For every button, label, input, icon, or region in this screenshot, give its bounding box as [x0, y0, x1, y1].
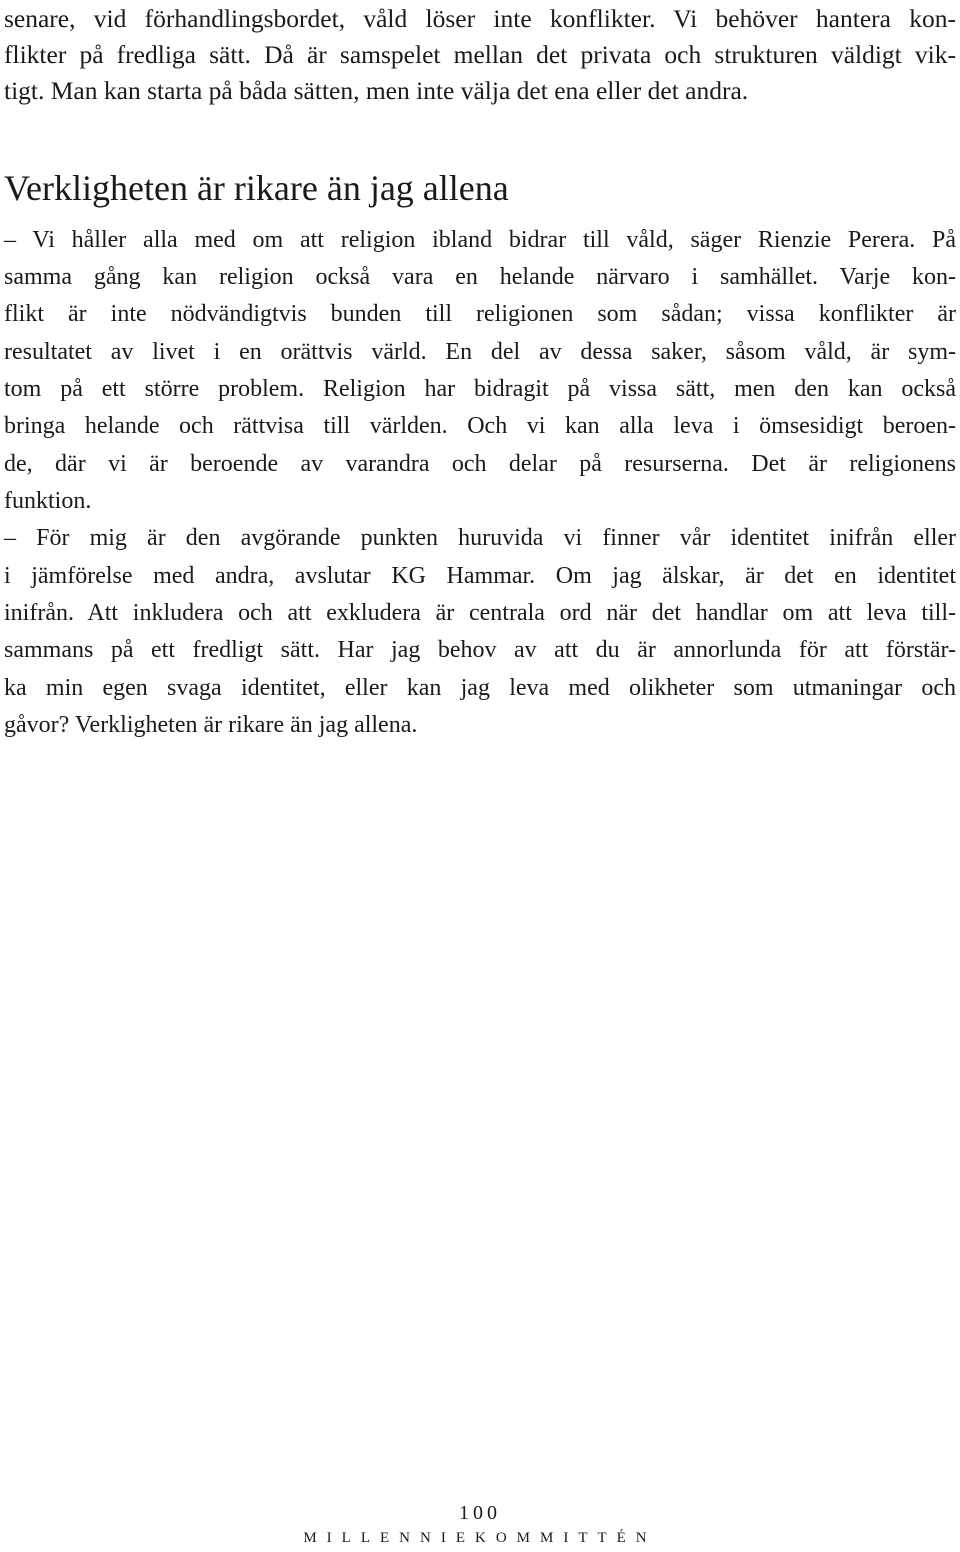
text-line: – Vi håller alla med om att religion ibland bidrar till våld, säger Rienzie Perera. På: [4, 227, 956, 253]
text-line: ka min egen svaga identitet, eller kan jag leva med olikheter som utmaningar och: [4, 675, 956, 701]
text-line: tigt. Man kan starta på båda sätten, men inte välja det ena eller det andra.: [4, 76, 749, 105]
text-line: de, där vi är beroende av varandra och delar på resurserna. Det är religionens: [4, 451, 956, 477]
section-heading: Verkligheten är rikare än jag allena: [4, 168, 509, 208]
text-line: funktion.: [4, 488, 92, 514]
text-line: i jämförelse med andra, avslutar KG Hammar. Om jag älskar, är det en identitet: [4, 563, 956, 589]
page-number: 100: [459, 1502, 501, 1524]
text-line: resultatet av livet i en orättvis värld. En del av dessa saker, såsom våld, är sym-: [4, 339, 956, 365]
text-line: flikt är inte nödvändigtvis bunden till religionen som sådan; vissa konflikter är: [4, 301, 956, 327]
text-line: sammans på ett fredligt sätt. Har jag behov av att du är annorlunda för att förstär-: [4, 637, 956, 663]
text-line: inifrån. Att inkludera och att exkludera är centrala ord när det handlar om att leva till-: [4, 600, 956, 626]
text-line: senare, vid förhandlingsbordet, våld löser inte konflikter. Vi behöver hantera kon-: [4, 4, 956, 33]
running-footer: MILLENNIEKOMMITTÉN: [303, 1530, 657, 1546]
text-line: flikter på fredliga sätt. Då är samspelet mellan det privata och strukturen väldigt vik-: [4, 40, 956, 69]
text-line: tom på ett större problem. Religion har bidragit på vissa sätt, men den kan också: [4, 376, 956, 402]
text-line: bringa helande och rättvisa till världen. Och vi kan alla leva i ömsesidigt beroen-: [4, 413, 956, 439]
text-line: gåvor? Verkligheten är rikare än jag allena.: [4, 712, 418, 738]
text-line: samma gång kan religion också vara en helande närvaro i samhället. Varje kon-: [4, 264, 956, 290]
text-line: – För mig är den avgörande punkten huruvida vi finner vår identitet inifrån eller: [4, 525, 956, 551]
